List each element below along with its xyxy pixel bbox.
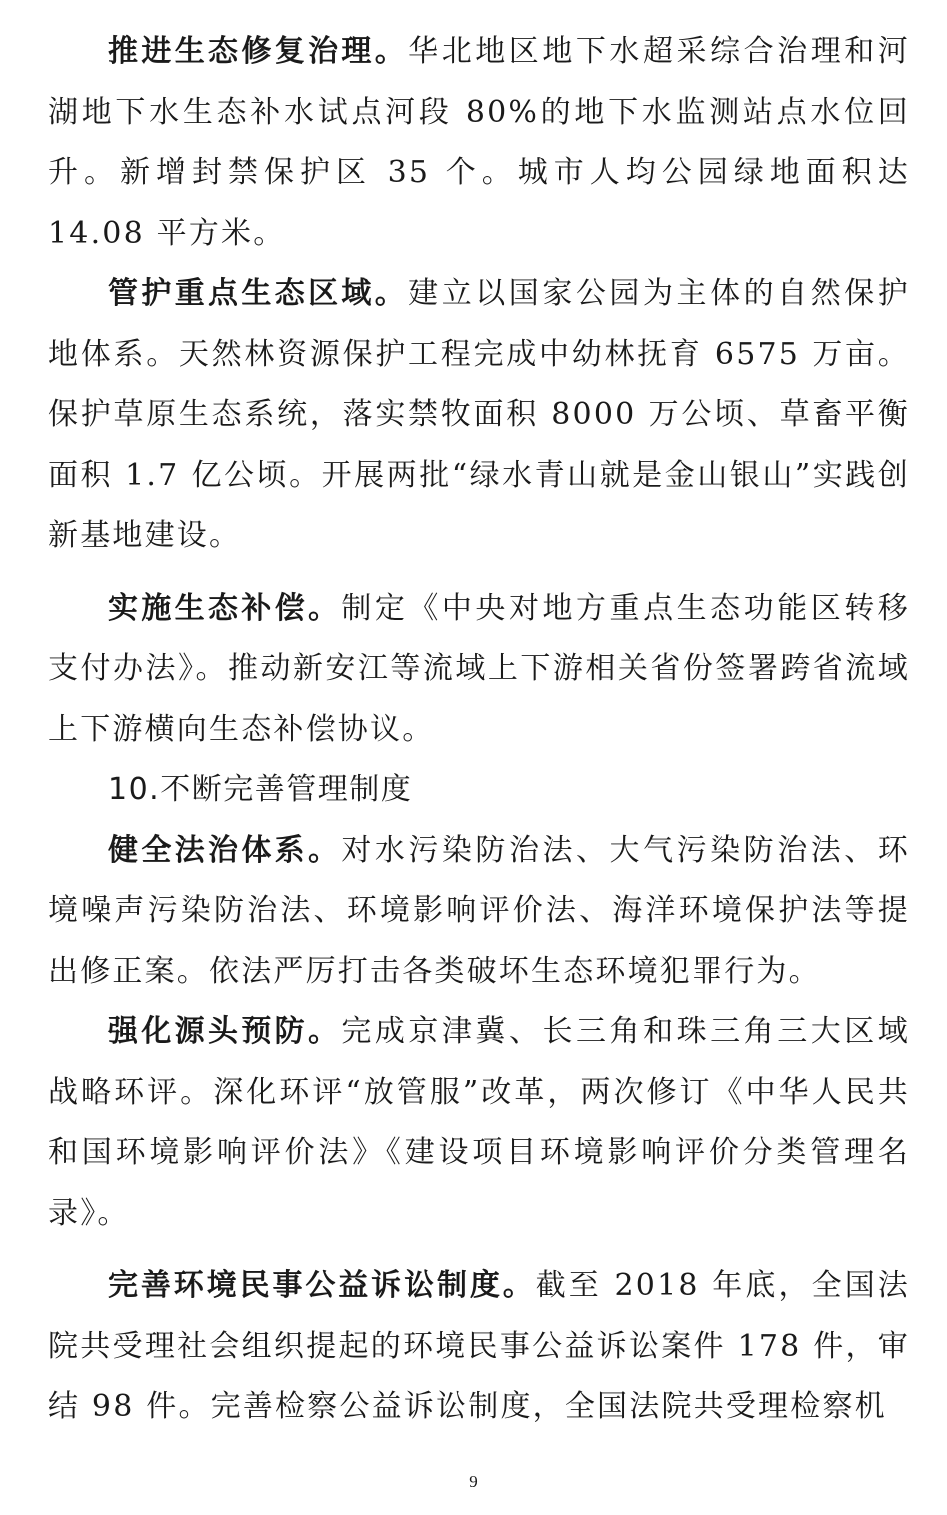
- paragraph-body: 建立以国家公园为主体的自然保护地体系。天然林资源保护工程完成中幼林抚育 6575 万亩。保护草原生态系统，落实禁牧面积 8000 万公顷、草畜平衡面积 1.7 亿公顷。开展两批“绿水青山就是金山银山”实践创新基地建设。: [48, 276, 911, 553]
- paragraph-lead: 实施生态补偿。: [108, 590, 342, 626]
- section-heading: 10.不断完善管理制度: [108, 772, 413, 807]
- paragraph-key-ecological-areas: [48, 264, 910, 567]
- paragraph-lead: 强化源头预防。: [108, 1014, 342, 1049]
- paragraph-public-interest-litigation: [48, 1256, 910, 1438]
- paragraph-body: 截至 2018 年底，全国法院共受理社会组织提起的环境民事公益诉讼案件 178 件，审结 98 件。完善检察公益诉讼制度，全国法院共受理检察机: [48, 1268, 910, 1424]
- paragraph-ecological-restoration: [48, 22, 910, 264]
- paragraph-body: 对水污染防治法、大气污染防治法、环境噪声污染防治法、环境影响评价法、海洋环境保护法等提出修正案。依法严厉打击各类破坏生态环境犯罪行为。: [48, 832, 910, 989]
- page-number: 9: [469, 1472, 478, 1491]
- document-page: [48, 22, 910, 1438]
- paragraph-body: 制定《中央对地方重点生态功能区转移支付办法》。推动新安江等流域上下游相关省份签署跨省流域上下游横向生态补偿协议。: [48, 590, 910, 747]
- paragraph-body: 华北地区地下水超采综合治理和河湖地下水生态补水试点河段 80%的地下水监测站点水位回升。新增封禁保护区 35 个。城市人均公园绿地面积达 14.08 平方米。: [48, 34, 911, 251]
- paragraph-source-prevention: [48, 1002, 910, 1244]
- paragraph-ecological-compensation: [48, 579, 910, 761]
- paragraph-lead: 完善环境民事公益诉讼制度。: [108, 1268, 536, 1303]
- paragraph-lead: 健全法治体系。: [108, 832, 342, 868]
- paragraph-lead: 管护重点生态区域。: [108, 276, 409, 311]
- paragraph-lead: 推进生态修复治理。: [108, 34, 409, 69]
- paragraph-body: 完成京津冀、长三角和珠三角三大区域战略环评。深化环评“放管服”改革，两次修订《中华人民共和国环境影响评价法》《建设项目环境影响评价分类管理名录》。: [48, 1014, 910, 1231]
- paragraph-legal-system: [48, 821, 910, 1003]
